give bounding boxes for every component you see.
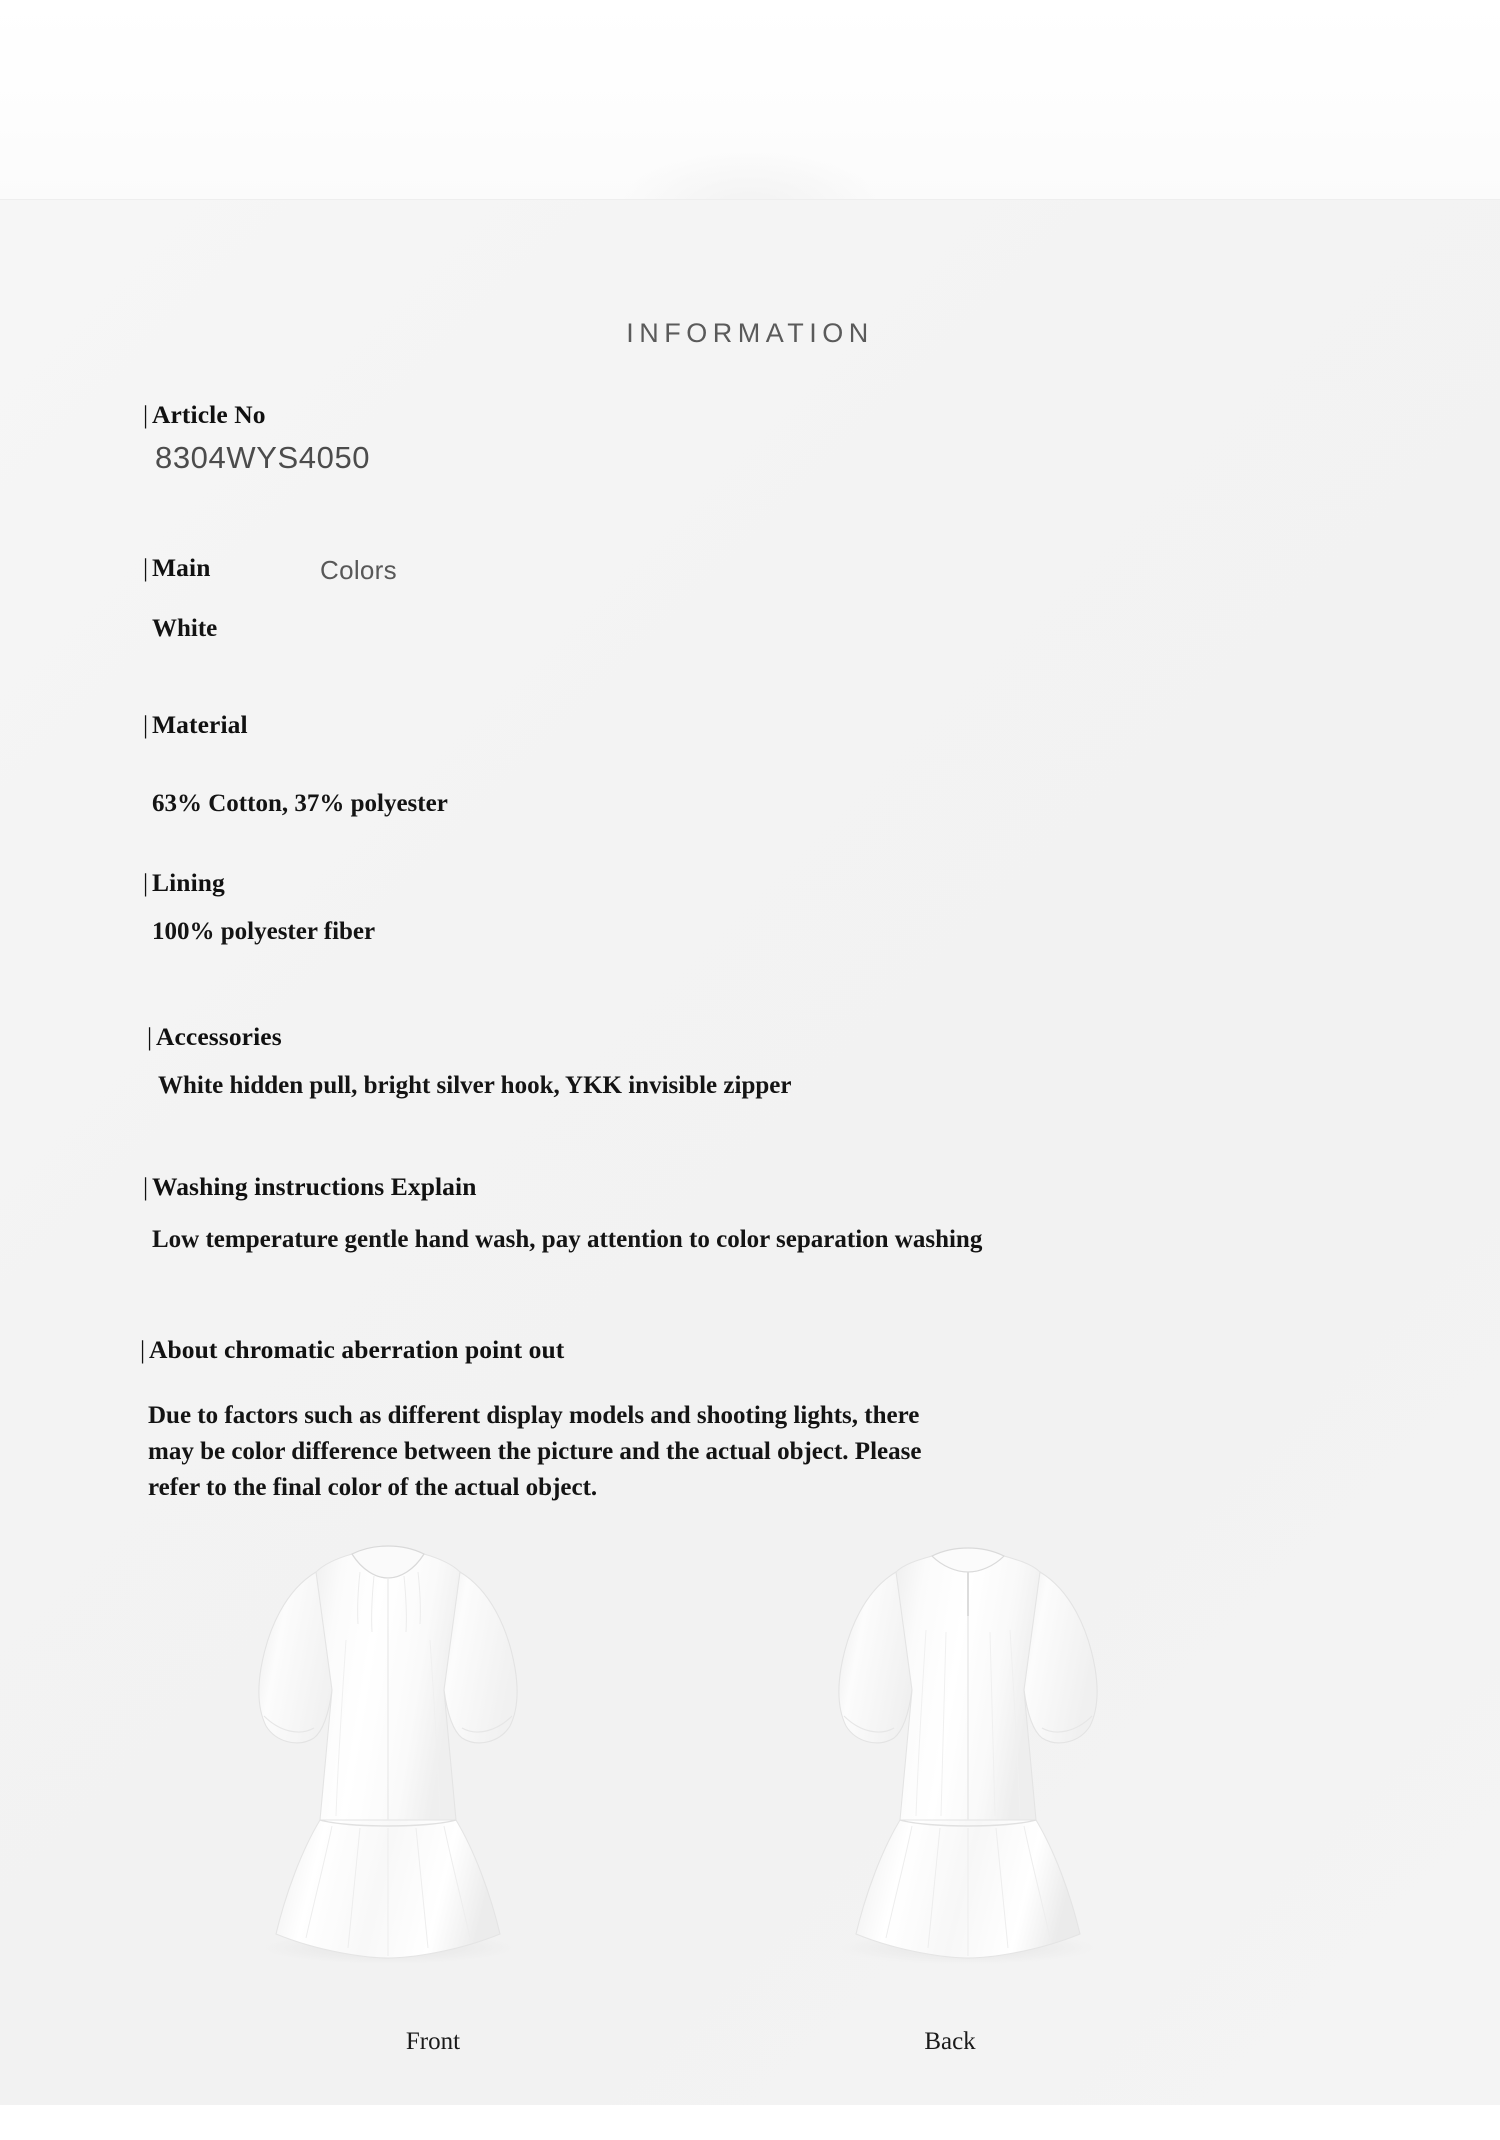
panel-top-seam <box>0 199 1500 200</box>
main-heading: | Main <box>143 553 211 582</box>
front-dress-illustration <box>228 1520 548 1970</box>
article-no-heading: | Article No <box>143 400 266 429</box>
chromatic-paragraph: Due to factors such as different display models and shooting lights, there may be color difference between the picture and the actual object. Please refer to the final color of the actual object. <box>148 1402 922 1501</box>
page-title: INFORMATION <box>626 318 874 348</box>
main-color-value: White <box>152 615 218 642</box>
heading-bar-icon: | <box>140 1335 146 1364</box>
washing-value: Low temperature gentle hand wash, pay attention to color separation washing <box>152 1226 983 1253</box>
section-main-colors <box>143 553 211 583</box>
heading-bar-icon: | <box>147 1022 153 1051</box>
article-no-value: 8304WYS4050 <box>155 440 371 475</box>
material-value: 63% Cotton, 37% polyester <box>152 790 448 817</box>
back-dress-illustration <box>808 1520 1128 1970</box>
bottom-white-band <box>0 2105 1500 2140</box>
material-heading: | Material <box>143 710 248 739</box>
lining-heading: | Lining <box>143 868 225 897</box>
section-article-no <box>143 400 266 430</box>
section-washing <box>143 1172 477 1202</box>
washing-heading: | Washing instructions Explain <box>143 1172 477 1201</box>
section-material <box>143 710 248 740</box>
heading-bar-icon: | <box>143 553 149 582</box>
heading-bar-icon: | <box>143 868 149 897</box>
section-chromatic <box>140 1335 564 1365</box>
heading-bar-icon: | <box>143 710 149 739</box>
accessories-heading: | Accessories <box>147 1022 282 1051</box>
chromatic-heading: | About chromatic aberration point out <box>140 1335 565 1364</box>
garment-back-image <box>808 1520 1128 1970</box>
section-lining <box>143 868 225 898</box>
information-panel <box>0 200 1500 2105</box>
section-accessories <box>147 1022 282 1052</box>
heading-bar-icon: | <box>143 1172 149 1201</box>
front-caption: Front <box>405 2028 461 2055</box>
accessories-value: White hidden pull, bright silver hook, YKK invisible zipper <box>158 1072 792 1099</box>
lining-value: 100% polyester fiber <box>152 918 376 945</box>
colors-label: Colors <box>320 555 397 585</box>
back-caption: Back <box>924 2028 976 2055</box>
heading-bar-icon: | <box>143 400 149 429</box>
garment-front-image <box>228 1520 548 1970</box>
